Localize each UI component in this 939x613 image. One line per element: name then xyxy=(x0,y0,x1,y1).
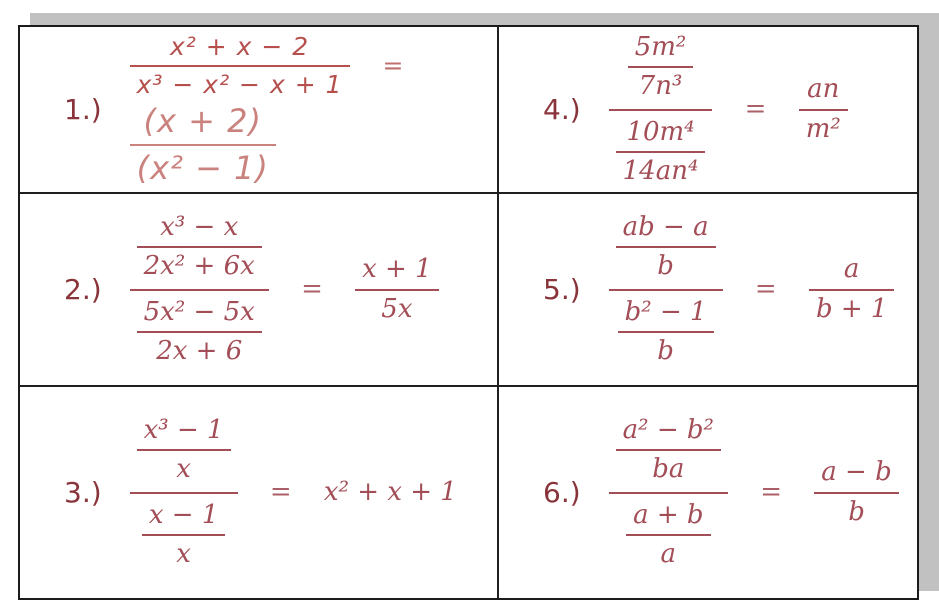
problem-3-cell xyxy=(20,387,499,598)
problem-1-equation xyxy=(130,31,497,188)
inner-fraction xyxy=(626,499,710,571)
problem-5-cell xyxy=(499,194,917,387)
problem-1-answer-fraction xyxy=(130,101,276,188)
inner-fraction xyxy=(137,414,231,486)
equals-sign: = xyxy=(269,476,292,507)
fraction-numerator: b² − 1 xyxy=(624,296,707,327)
problem-2-complex-fraction xyxy=(130,210,269,369)
problem-6-complex-fraction xyxy=(609,413,728,572)
problem-4-cell xyxy=(499,27,917,194)
fraction-denominator: m² xyxy=(799,109,848,146)
problem-3-number: 3.) xyxy=(64,476,102,509)
inner-fraction xyxy=(616,116,706,188)
fraction-denominator: b xyxy=(814,492,898,529)
problem-1-lhs-fraction xyxy=(130,31,350,101)
fraction-numerator: x − 1 xyxy=(148,499,219,530)
problem-2-number: 2.) xyxy=(64,273,102,306)
fraction-denominator: (x² − 1) xyxy=(130,144,276,188)
fraction-numerator: 10m⁴ xyxy=(626,116,695,147)
problem-5-equation xyxy=(609,210,895,369)
fraction-denominator: 2x + 6 xyxy=(137,331,262,368)
problem-2-answer-fraction xyxy=(355,253,439,325)
problem-6-equation xyxy=(609,413,899,572)
fraction-denominator: 2x² + 6x xyxy=(137,246,262,283)
inner-fraction xyxy=(618,296,714,368)
fraction-denominator: ba xyxy=(616,449,721,486)
problem-6-answer-fraction xyxy=(814,456,898,528)
problem-2-equation xyxy=(130,210,439,369)
problem-4-answer-fraction xyxy=(799,73,848,145)
problem-6-cell xyxy=(499,387,917,598)
problem-4-equation xyxy=(609,30,848,189)
fraction-numerator: a xyxy=(843,254,860,285)
fraction-numerator: 5x² − 5x xyxy=(143,296,255,327)
problem-3-complex-fraction xyxy=(130,413,238,572)
fraction-denominator: 14an⁴ xyxy=(616,151,706,188)
fraction-denominator: x xyxy=(137,449,231,486)
equals-sign: = xyxy=(760,476,783,507)
problem-1-number: 1.) xyxy=(64,93,102,126)
problem-5-answer-fraction xyxy=(809,253,895,325)
fraction-numerator: (x + 2) xyxy=(143,102,262,141)
problem-2-cell xyxy=(20,194,499,387)
problem-5-complex-fraction xyxy=(609,210,723,369)
fraction-denominator: b xyxy=(616,246,716,283)
fraction-denominator: x xyxy=(142,534,226,571)
equals-sign: = xyxy=(382,51,405,81)
problem-4-number: 4.) xyxy=(543,93,581,126)
fraction-numerator: x + 1 xyxy=(362,254,432,285)
fraction-numerator: x³ − 1 xyxy=(143,415,224,446)
inner-fraction xyxy=(628,31,694,103)
problem-1-cell xyxy=(20,27,499,194)
inner-fraction xyxy=(137,296,262,368)
inner-fraction xyxy=(616,211,716,283)
fraction-denominator: x³ − x² − x + 1 xyxy=(130,65,350,101)
inner-fraction xyxy=(616,414,721,486)
fraction-numerator: an xyxy=(807,74,840,105)
fraction-denominator: a xyxy=(626,534,710,571)
problem-4-complex-fraction xyxy=(609,30,713,189)
fraction-denominator: b xyxy=(618,331,714,368)
fraction-numerator: x² + x − 2 xyxy=(169,32,310,62)
problem-3-equation xyxy=(130,413,457,572)
fraction-numerator: a + b xyxy=(633,499,704,530)
equals-sign: = xyxy=(754,273,777,304)
inner-fraction xyxy=(137,211,262,283)
fraction-numerator: 5m² xyxy=(634,32,687,63)
fraction-denominator: 5x xyxy=(355,289,439,326)
fraction-denominator: 7n³ xyxy=(628,66,694,103)
fraction-numerator: a² − b² xyxy=(622,415,714,446)
problem-3-answer-expression: x² + x + 1 xyxy=(323,476,457,507)
problem-6-number: 6.) xyxy=(543,476,581,509)
fraction-denominator: b + 1 xyxy=(809,289,895,326)
fraction-numerator: a − b xyxy=(821,457,892,488)
worksheet-table xyxy=(18,25,919,600)
equals-sign: = xyxy=(744,93,767,124)
problem-5-number: 5.) xyxy=(543,273,581,306)
inner-fraction xyxy=(142,499,226,571)
equals-sign: = xyxy=(301,273,323,304)
fraction-numerator: x³ − x xyxy=(160,212,239,243)
fraction-numerator: ab − a xyxy=(622,212,709,243)
